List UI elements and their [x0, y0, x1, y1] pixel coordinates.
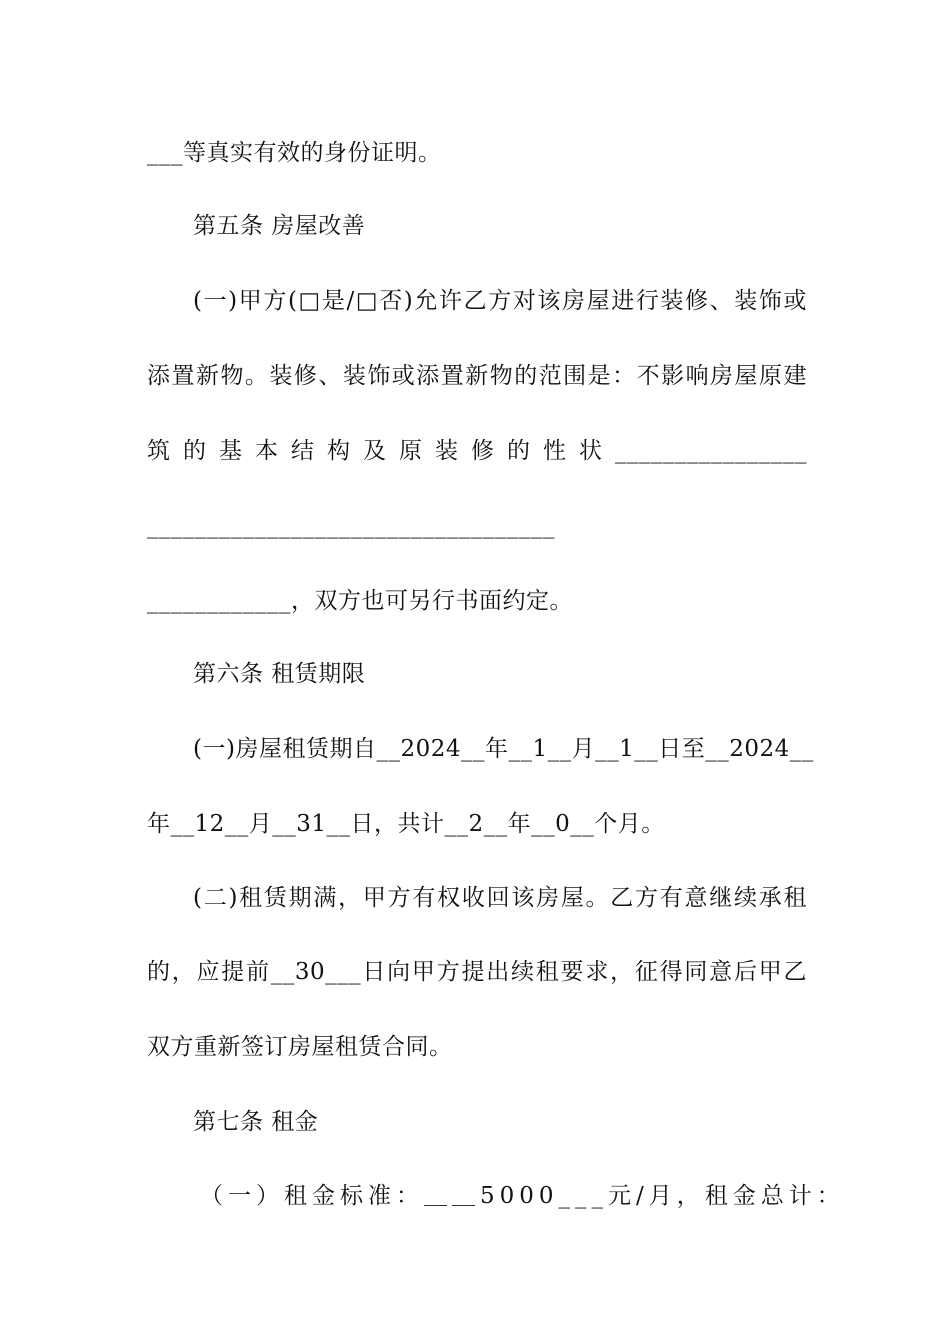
text-line: (二)租赁期满，甲方有权收回该房屋。乙方有意继续承租	[193, 885, 807, 911]
lease-term-line: 年__12__月__31__日，共计__2__年__0__个月。	[147, 811, 665, 837]
article-seven-heading: 第七条 租金	[193, 1109, 319, 1135]
text-line: 的，应提前__30___日向甲方提出续租要求，征得同意后甲乙	[147, 959, 807, 985]
text-line-identity: ___等真实有效的身份证明。	[147, 140, 442, 166]
text-line: 筑的基本结构及原装修的性状________________	[147, 438, 807, 464]
rent-standard-line: （一）租金标准：＿＿5000___元/月，租金总计：	[200, 1183, 845, 1209]
lease-term-line: (一)房屋租赁期自__2024__年__1__月__1__日至__2024__	[193, 736, 814, 762]
blank-line: __________________________________	[147, 513, 555, 539]
article-six-heading: 第六条 租赁期限	[193, 661, 366, 687]
text-line: (一)甲方(□是/□否)允许乙方对该房屋进行装修、装饰或	[193, 288, 807, 314]
text-line: 双方重新签订房屋租赁合同。	[147, 1034, 453, 1060]
article-five-heading: 第五条 房屋改善	[193, 213, 366, 239]
text-line: ____________，双方也可另行书面约定。	[147, 588, 573, 614]
text-line: 添置新物。装修、装饰或添置新物的范围是：不影响房屋原建	[147, 363, 807, 389]
